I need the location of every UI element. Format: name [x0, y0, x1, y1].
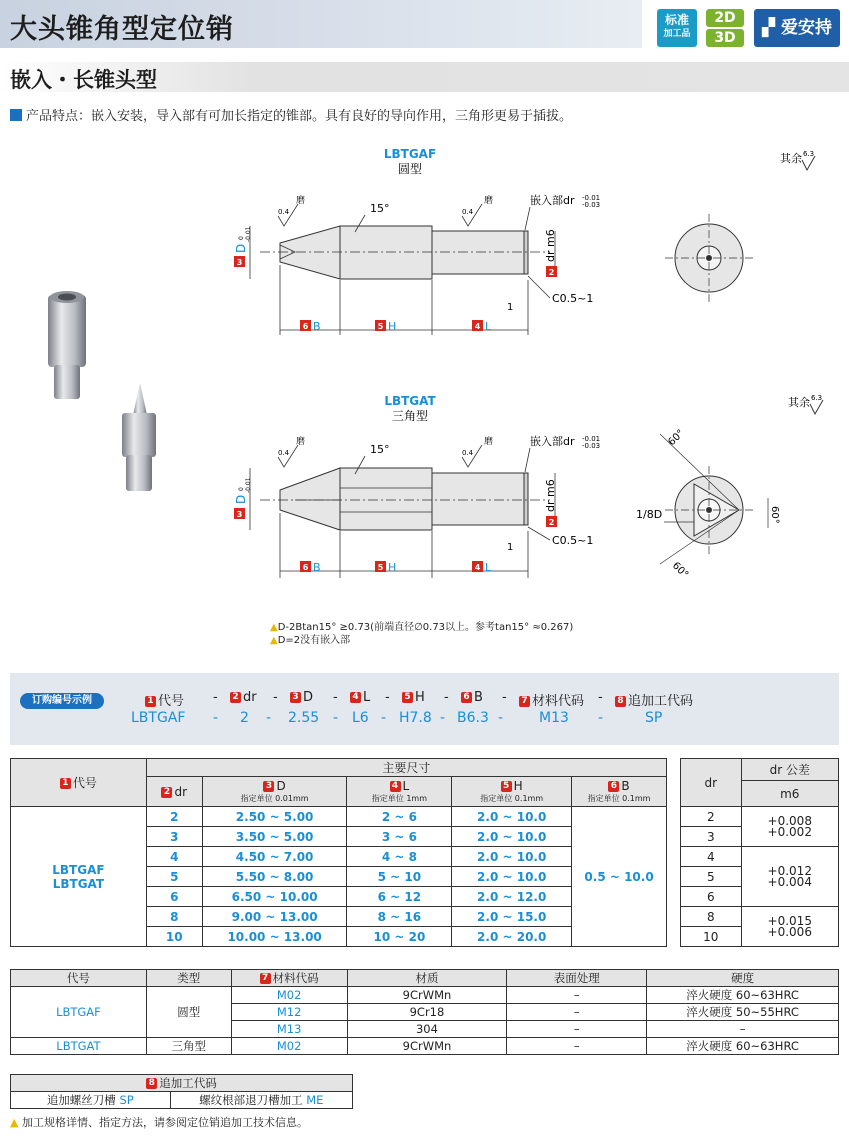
- cell-b-range: 0.5 ~ 10.0: [572, 807, 667, 947]
- dr-label-2: 嵌入部dr: [530, 435, 575, 448]
- d-tol-up-1: 0: [238, 236, 245, 240]
- svg-text:6: 6: [302, 322, 309, 331]
- order-v-code: LBTGAF: [131, 710, 186, 726]
- order-v-dash: -: [440, 710, 446, 726]
- cell-h: 2.0 ~ 12.0: [452, 887, 572, 907]
- cell-dr: 10: [146, 927, 202, 947]
- order-dash: -: [385, 690, 390, 705]
- r04-2: 0.4: [462, 208, 474, 216]
- order-v-mat: M13: [539, 710, 569, 726]
- grind-label-2: 磨: [484, 196, 494, 206]
- mat-material: 9CrWMn: [347, 987, 507, 1004]
- table-row: [11, 807, 667, 827]
- tol-dr: 8: [681, 907, 742, 927]
- svg-text:dr m6: dr m6: [544, 479, 557, 512]
- order-example-tag: 订购编号示例: [20, 693, 104, 709]
- note-1: ▲D-2Btan15° ≥0.73(前端直径∅0.73以上。参考tan15° ≈0.267): [270, 622, 574, 633]
- order-h-dash: -: [213, 690, 218, 705]
- mat-hardness: –: [647, 1021, 839, 1038]
- cell-d: 3.50 ~ 5.00: [202, 827, 347, 847]
- order-h-add: 8 追加工代码: [615, 690, 693, 709]
- mat-h-code: 代号: [11, 970, 147, 987]
- order-h-b: 6 B: [461, 690, 483, 705]
- page-title: 大头锥角型定位销: [10, 14, 234, 45]
- eighth-d: 1/8D: [636, 508, 663, 521]
- order-h-h: 5 H: [402, 690, 425, 705]
- dr-label-1: 嵌入部dr: [530, 194, 575, 207]
- svg-text:5: 5: [377, 322, 384, 331]
- order-v-dash: -: [333, 710, 339, 726]
- order-v-dr: 2: [240, 710, 249, 726]
- col-d-header: 3 D 指定单位 0.01mm: [202, 777, 347, 807]
- rest-label: 其余: [780, 152, 802, 165]
- tol-title: dr 公差: [741, 759, 838, 781]
- angle-label-1: 15°: [370, 202, 390, 215]
- svg-text:5: 5: [377, 563, 384, 572]
- svg-text:3: 3: [236, 258, 243, 267]
- footer-note: ▲ 加工规格详情、指定方法，请参阅定位销追加工技术信息。: [10, 1116, 308, 1129]
- order-h-mat: 7 材料代码: [519, 690, 584, 709]
- round-pin-photo: [48, 291, 86, 399]
- svg-text:0.4: 0.4: [278, 449, 290, 457]
- order-v-dash: -: [381, 710, 387, 726]
- cell-l: 4 ~ 8: [347, 847, 452, 867]
- col-code-header: 1 代号: [11, 759, 147, 807]
- note-2: ▲D=2没有嵌入部: [270, 635, 351, 646]
- col-b-header: 6 B 指定单位 0.1mm: [572, 777, 667, 807]
- rest-rough-2: 6.3: [811, 394, 823, 402]
- order-dash: -: [444, 690, 449, 705]
- order-v-add: SP: [645, 710, 663, 726]
- col-dr-header: 2 dr: [146, 777, 202, 807]
- tol-dr: 4: [681, 847, 742, 867]
- tol-dr: 6: [681, 887, 742, 907]
- order-v-h: H7.8: [399, 710, 432, 726]
- dr-tol-up-1: -0.01: [582, 194, 601, 202]
- cell-l: 8 ~ 16: [347, 907, 452, 927]
- tol-dr: 10: [681, 927, 742, 947]
- order-dash: -: [273, 690, 278, 705]
- order-dash: -: [502, 690, 507, 705]
- product-photos: [40, 285, 190, 495]
- add-title: 8 追加工代码: [11, 1075, 353, 1092]
- mat-surface: –: [507, 987, 647, 1004]
- order-v-dash: -: [213, 710, 219, 726]
- mat-mcode: M12: [231, 1004, 347, 1021]
- mat-h-material: 材质: [347, 970, 507, 987]
- grind-label-1: 磨: [296, 196, 306, 206]
- svg-text:3: 3: [236, 510, 243, 519]
- col-h-header: 5 H 指定单位 0.1mm: [452, 777, 572, 807]
- svg-text:磨: 磨: [296, 437, 306, 447]
- section-subtitle: 嵌入・长锥头型: [10, 68, 157, 92]
- standard-badge: [657, 9, 697, 47]
- mat-surface: –: [507, 1021, 647, 1038]
- order-v-dash: -: [598, 710, 604, 726]
- svg-text:D: D: [234, 494, 248, 504]
- feature-line: [10, 105, 572, 124]
- mat-code: LBTGAF: [11, 987, 147, 1038]
- cell-d: 5.50 ~ 8.00: [202, 867, 347, 887]
- triangle-pin-photo: [122, 383, 156, 491]
- d-tol-lo-1: -0.01: [245, 226, 252, 242]
- drm6-label-1: dr m6: [544, 229, 557, 262]
- cell-d: 9.00 ~ 13.00: [202, 907, 347, 927]
- material-table: [10, 969, 839, 1055]
- warning-icon: ▲: [270, 622, 278, 633]
- l-label-1: L: [485, 320, 492, 333]
- svg-text:2: 2: [548, 518, 555, 527]
- additional-code-table: [10, 1074, 353, 1109]
- d-label-1: D: [234, 243, 248, 253]
- svg-text:磨: 磨: [484, 437, 494, 447]
- cell-h: 2.0 ~ 20.0: [452, 927, 572, 947]
- notes: [270, 621, 573, 647]
- cell-dr: 2: [146, 807, 202, 827]
- drawing2-code: LBTGAT: [384, 394, 436, 408]
- order-v-dash: -: [266, 710, 272, 726]
- tol-dr: 2: [681, 807, 742, 827]
- drawing1-shape: 圆型: [397, 162, 423, 176]
- order-v-b: B6.3: [457, 710, 489, 726]
- rest-rough: 6.3: [803, 150, 815, 158]
- one-2: 1: [507, 542, 514, 553]
- cell-dr: 8: [146, 907, 202, 927]
- mat-h-surface: 表面处理: [507, 970, 647, 987]
- svg-text:-0.01: -0.01: [582, 435, 601, 443]
- badge-2d[interactable]: 2D: [706, 9, 744, 27]
- tol-range: +0.015 +0.006: [741, 907, 838, 947]
- cell-l: 10 ~ 20: [347, 927, 452, 947]
- order-v-d: 2.55: [288, 710, 320, 726]
- order-h-dr: 2 dr: [230, 690, 257, 705]
- bullet-square-icon: [10, 109, 22, 121]
- svg-text:4: 4: [474, 322, 481, 331]
- mat-h-type: 类型: [146, 970, 231, 987]
- h-label-1: H: [388, 320, 397, 333]
- mat-hardness: 淬火硬度 50~55HRC: [647, 1004, 839, 1021]
- drawing-round: [220, 140, 840, 340]
- mat-material: 304: [347, 1021, 507, 1038]
- mat-mcode: M13: [231, 1021, 347, 1038]
- svg-text:B: B: [313, 561, 321, 574]
- mat-hardness: 淬火硬度 60~63HRC: [647, 1038, 839, 1055]
- brand-logo: [754, 9, 840, 47]
- order-example-panel: [10, 673, 839, 745]
- cell-l: 3 ~ 6: [347, 827, 452, 847]
- mat-surface: –: [507, 1004, 647, 1021]
- cell-dr: 3: [146, 827, 202, 847]
- svg-text:4: 4: [474, 563, 481, 572]
- chamfer-2: C0.5~1: [552, 534, 594, 547]
- cell-d: 4.50 ~ 7.00: [202, 847, 347, 867]
- r04-1: 0.4: [278, 208, 290, 216]
- mat-surface: –: [507, 1038, 647, 1055]
- cell-d: 6.50 ~ 10.00: [202, 887, 347, 907]
- chamfer-1: C0.5~1: [552, 292, 594, 305]
- drawing2-shape: 三角型: [391, 409, 429, 423]
- mat-h-mcode: 7 材料代码: [231, 970, 347, 987]
- mat-material: 9Cr18: [347, 1004, 507, 1021]
- mat-h-hardness: 硬度: [647, 970, 839, 987]
- feature-text: 产品特点：嵌入安装，导入部有可加长指定的锥部。具有良好的导向作用，三角形更易于插拔。: [26, 109, 573, 124]
- tol-dr: 3: [681, 827, 742, 847]
- mat-type: 三角型: [146, 1038, 231, 1055]
- b-label-1: B: [313, 320, 321, 333]
- warning-icon: ▲: [10, 1116, 19, 1129]
- brand-name: 爱安持: [781, 18, 832, 38]
- svg-text:6: 6: [302, 563, 309, 572]
- mat-mcode: M02: [231, 987, 347, 1004]
- badge-3d[interactable]: 3D: [706, 29, 744, 47]
- order-dash: -: [333, 690, 338, 705]
- angle-label-2: 15°: [370, 443, 390, 456]
- angle60-2: 60°: [669, 560, 691, 581]
- tol-dr: 5: [681, 867, 742, 887]
- tol-range: +0.008 +0.002: [741, 807, 838, 847]
- svg-text:-0.01: -0.01: [245, 477, 252, 493]
- table-row: [11, 987, 839, 1004]
- order-h-d: 3 D: [290, 690, 313, 705]
- order-h-code: 1 代号: [145, 690, 184, 709]
- code-cell: LBTGAF LBTGAT: [11, 807, 147, 947]
- cell-dr: 4: [146, 847, 202, 867]
- cell-h: 2.0 ~ 10.0: [452, 827, 572, 847]
- order-v-l: L6: [352, 710, 369, 726]
- standard-badge-sub: 加工品: [663, 29, 691, 39]
- svg-text:-0.03: -0.03: [582, 442, 601, 450]
- angle60-1: 60°: [666, 427, 687, 449]
- warning-icon: ▲: [270, 635, 278, 646]
- tol-m6: m6: [741, 781, 838, 807]
- mat-mcode: M02: [231, 1038, 347, 1055]
- order-v-dash: -: [498, 710, 504, 726]
- cell-h: 2.0 ~ 10.0: [452, 847, 572, 867]
- brand-logo-icon: ▞: [762, 18, 781, 38]
- mat-material: 9CrWMn: [347, 1038, 507, 1055]
- rest-label-2: 其余: [788, 396, 810, 409]
- svg-text:0: 0: [238, 487, 245, 491]
- tol-range: +0.012 +0.004: [741, 847, 838, 907]
- cell-l: 6 ~ 12: [347, 887, 452, 907]
- one-1: 1: [507, 302, 514, 313]
- svg-text:L: L: [485, 561, 492, 574]
- order-dash: -: [598, 690, 603, 705]
- cell-h: 2.0 ~ 10.0: [452, 867, 572, 887]
- mat-code: LBTGAT: [11, 1038, 147, 1055]
- add-sp: 追加螺丝刀槽 SP: [11, 1092, 171, 1109]
- dr-tol-lo-1: -0.03: [582, 201, 601, 209]
- svg-text:2: 2: [548, 268, 555, 277]
- cell-dr: 5: [146, 867, 202, 887]
- col-l-header: 4 L 指定单位 1mm: [347, 777, 452, 807]
- table-row: [11, 1038, 839, 1055]
- add-me: 螺纹根部退刀槽加工 ME: [170, 1092, 352, 1109]
- cell-d: 2.50 ~ 5.00: [202, 807, 347, 827]
- svg-text:H: H: [388, 561, 397, 574]
- cell-h: 2.0 ~ 10.0: [452, 807, 572, 827]
- tolerance-table: [680, 758, 839, 947]
- cell-l: 2 ~ 6: [347, 807, 452, 827]
- cell-d: 10.00 ~ 13.00: [202, 927, 347, 947]
- angle60-3: 60°: [769, 506, 780, 524]
- standard-badge-label: 标准: [664, 13, 689, 27]
- tol-dr-header: dr: [681, 759, 742, 807]
- svg-text:0.4: 0.4: [462, 449, 474, 457]
- drawing-triangle: [220, 388, 840, 588]
- cell-l: 5 ~ 10: [347, 867, 452, 887]
- dimension-table: [10, 758, 667, 947]
- main-dim-header: 主要尺寸: [146, 759, 666, 777]
- order-h-l: 4 L: [350, 690, 370, 705]
- cell-dr: 6: [146, 887, 202, 907]
- drawing1-code: LBTGAF: [383, 147, 437, 161]
- mat-hardness: 淬火硬度 60~63HRC: [647, 987, 839, 1004]
- mat-type: 圆型: [146, 987, 231, 1038]
- cell-h: 2.0 ~ 15.0: [452, 907, 572, 927]
